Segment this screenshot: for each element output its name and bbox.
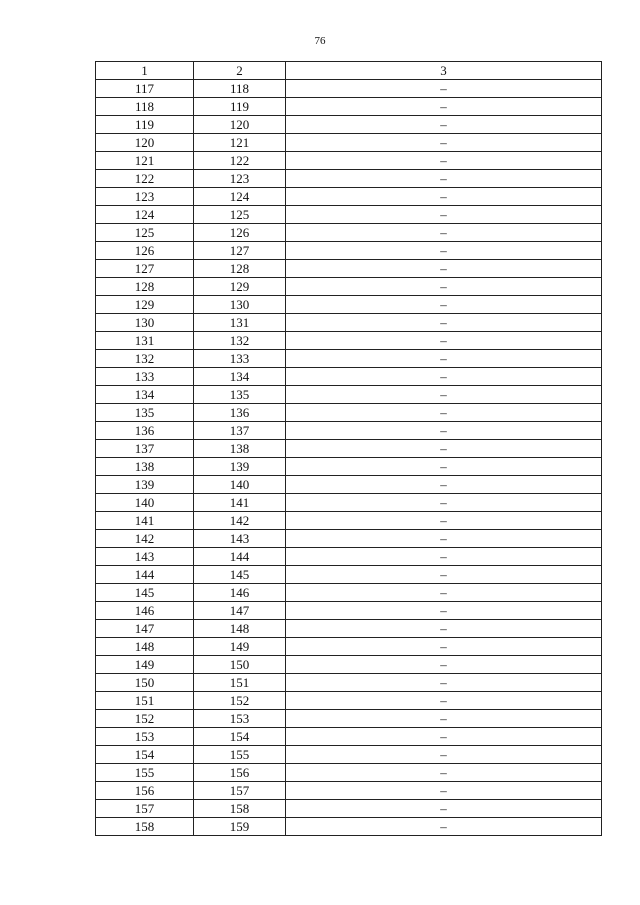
table-cell-col3: – [286,116,602,134]
table-cell-col3: – [286,674,602,692]
table-cell-col1: 122 [96,170,194,188]
table-cell-col3: – [286,548,602,566]
table-row [96,476,602,494]
table-cell-col3: – [286,368,602,386]
table-row [96,224,602,242]
table-cell-col2: 129 [194,278,286,296]
table-cell-col1: 117 [96,80,194,98]
table-cell-col2: 122 [194,152,286,170]
table-cell-col3: – [286,350,602,368]
table-cell-col1: 131 [96,332,194,350]
table-cell-col1: 157 [96,800,194,818]
table-cell-col1: 130 [96,314,194,332]
table-cell-col2: 140 [194,476,286,494]
table-cell-col3: – [286,746,602,764]
table-cell-col1: 139 [96,476,194,494]
table-cell-col2: 127 [194,242,286,260]
table-cell-col1: 126 [96,242,194,260]
column-header-2: 2 [194,62,286,80]
table-body [96,80,602,836]
table-cell-col1: 118 [96,98,194,116]
table-row [96,332,602,350]
table-cell-col2: 131 [194,314,286,332]
table-cell-col3: – [286,170,602,188]
table-cell-col1: 150 [96,674,194,692]
table-cell-col3: – [286,800,602,818]
table-row [96,782,602,800]
table-cell-col3: – [286,782,602,800]
table-cell-col2: 159 [194,818,286,836]
table-cell-col1: 121 [96,152,194,170]
table-row [96,422,602,440]
table-cell-col3: – [286,188,602,206]
table-cell-col3: – [286,692,602,710]
table-row [96,512,602,530]
table-cell-col2: 132 [194,332,286,350]
table-cell-col2: 130 [194,296,286,314]
table-cell-col3: – [286,728,602,746]
table-cell-col1: 155 [96,764,194,782]
table-cell-col3: – [286,566,602,584]
table-row [96,278,602,296]
table-row [96,692,602,710]
table-row [96,494,602,512]
table-cell-col2: 128 [194,260,286,278]
table-row [96,818,602,836]
table-cell-col1: 151 [96,692,194,710]
table-cell-col3: – [286,620,602,638]
table-cell-col1: 158 [96,818,194,836]
table-cell-col2: 136 [194,404,286,422]
table-row [96,728,602,746]
table-row [96,116,602,134]
table-cell-col3: – [286,134,602,152]
table-cell-col1: 154 [96,746,194,764]
table-row [96,170,602,188]
table-cell-col1: 147 [96,620,194,638]
table-cell-col1: 134 [96,386,194,404]
table-row [96,548,602,566]
table-cell-col1: 152 [96,710,194,728]
table-cell-col2: 158 [194,800,286,818]
table-cell-col2: 151 [194,674,286,692]
table-cell-col1: 124 [96,206,194,224]
table-cell-col1: 123 [96,188,194,206]
table-cell-col3: – [286,656,602,674]
table-cell-col3: – [286,314,602,332]
table-cell-col1: 132 [96,350,194,368]
table-cell-col2: 147 [194,602,286,620]
table-cell-col1: 149 [96,656,194,674]
table-row [96,800,602,818]
table-cell-col1: 141 [96,512,194,530]
table-cell-col1: 138 [96,458,194,476]
table-cell-col2: 155 [194,746,286,764]
table-cell-col1: 136 [96,422,194,440]
table-row [96,458,602,476]
column-header-1: 1 [96,62,194,80]
table-row [96,620,602,638]
table-cell-col2: 138 [194,440,286,458]
table-cell-col2: 139 [194,458,286,476]
table-cell-col2: 125 [194,206,286,224]
table-cell-col3: – [286,584,602,602]
table-cell-col3: – [286,440,602,458]
table-row [96,638,602,656]
table-cell-col2: 150 [194,656,286,674]
table-cell-col3: – [286,332,602,350]
table-cell-col1: 153 [96,728,194,746]
table-cell-col2: 149 [194,638,286,656]
table-row [96,350,602,368]
table-cell-col3: – [286,710,602,728]
table-cell-col1: 148 [96,638,194,656]
column-header-3: 3 [286,62,602,80]
table-cell-col1: 144 [96,566,194,584]
table-cell-col2: 119 [194,98,286,116]
table-cell-col1: 133 [96,368,194,386]
table-cell-col1: 145 [96,584,194,602]
table-cell-col3: – [286,476,602,494]
table-cell-col1: 120 [96,134,194,152]
table-cell-col1: 119 [96,116,194,134]
table-cell-col3: – [286,602,602,620]
table-row [96,80,602,98]
table-row [96,260,602,278]
table-cell-col3: – [286,206,602,224]
table-cell-col3: – [286,296,602,314]
data-table [95,61,602,836]
table-cell-col3: – [286,530,602,548]
table-cell-col2: 124 [194,188,286,206]
table-row [96,98,602,116]
table-row [96,368,602,386]
table-cell-col2: 154 [194,728,286,746]
table-row [96,674,602,692]
table-cell-col3: – [286,638,602,656]
table-cell-col1: 146 [96,602,194,620]
table-header [96,62,602,80]
table-row [96,440,602,458]
table-cell-col2: 141 [194,494,286,512]
table-row [96,242,602,260]
table-row [96,152,602,170]
table-cell-col2: 135 [194,386,286,404]
table-cell-col3: – [286,458,602,476]
table-cell-col2: 152 [194,692,286,710]
table-cell-col1: 128 [96,278,194,296]
table-cell-col1: 142 [96,530,194,548]
table-cell-col2: 133 [194,350,286,368]
table-cell-col3: – [286,152,602,170]
table-cell-col2: 123 [194,170,286,188]
table-cell-col2: 142 [194,512,286,530]
table-cell-col3: – [286,764,602,782]
table-row [96,404,602,422]
table-cell-col3: – [286,98,602,116]
table-cell-col2: 126 [194,224,286,242]
table-row [96,530,602,548]
table-cell-col2: 156 [194,764,286,782]
table-row [96,386,602,404]
table-row [96,134,602,152]
table-cell-col2: 120 [194,116,286,134]
table-cell-col1: 127 [96,260,194,278]
table-cell-col3: – [286,422,602,440]
table-cell-col3: – [286,494,602,512]
table-cell-col2: 143 [194,530,286,548]
table-row [96,314,602,332]
table-row [96,602,602,620]
table-cell-col1: 125 [96,224,194,242]
table-row [96,746,602,764]
table-cell-col3: – [286,512,602,530]
table-cell-col3: – [286,242,602,260]
table-cell-col1: 135 [96,404,194,422]
table-cell-col3: – [286,818,602,836]
table-cell-col2: 157 [194,782,286,800]
table-cell-col3: – [286,404,602,422]
table-cell-col1: 129 [96,296,194,314]
table-cell-col2: 146 [194,584,286,602]
table-cell-col2: 153 [194,710,286,728]
table-row [96,206,602,224]
table-cell-col1: 143 [96,548,194,566]
table-cell-col1: 140 [96,494,194,512]
table-row [96,656,602,674]
table-row [96,584,602,602]
table-header-row [96,62,602,80]
table-row [96,764,602,782]
page-number: 76 [314,35,326,47]
table-cell-col3: – [286,80,602,98]
table-cell-col2: 118 [194,80,286,98]
table-row [96,296,602,314]
table-cell-col2: 134 [194,368,286,386]
table-row [96,188,602,206]
table-cell-col3: – [286,386,602,404]
table-cell-col1: 156 [96,782,194,800]
table-cell-col3: – [286,260,602,278]
table-cell-col2: 145 [194,566,286,584]
table-row [96,566,602,584]
table-cell-col2: 144 [194,548,286,566]
table-cell-col3: – [286,278,602,296]
table-cell-col1: 137 [96,440,194,458]
table-cell-col2: 148 [194,620,286,638]
table-cell-col2: 137 [194,422,286,440]
table-row [96,710,602,728]
table-cell-col2: 121 [194,134,286,152]
table-cell-col3: – [286,224,602,242]
